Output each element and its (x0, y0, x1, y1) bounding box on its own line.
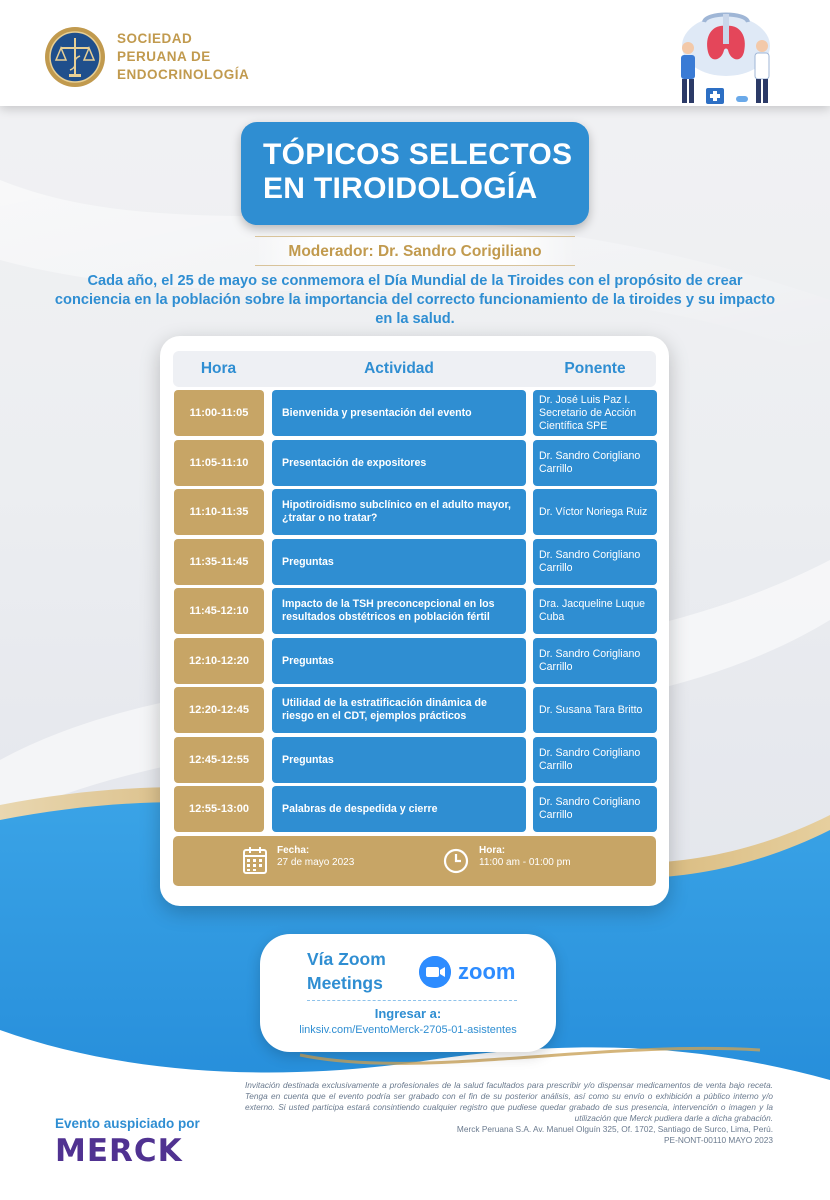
column-header-time: Hora (200, 360, 237, 377)
row-time: 12:45-12:55 (174, 737, 264, 783)
date-value: 27 de mayo 2023 (277, 857, 355, 868)
row-speaker (533, 638, 657, 684)
event-title-box (241, 122, 589, 225)
row-activity (272, 489, 526, 535)
row-speaker-text: Dr. Susana Tara Britto (539, 703, 643, 716)
via-zoom-line1: Vía Zoom (307, 949, 386, 969)
merck-logo: MERCK (55, 1133, 183, 1169)
schedule-row (160, 440, 669, 486)
document-code: PE-NONT-00110 MAYO 2023 (664, 1135, 773, 1145)
time-block (479, 845, 571, 869)
schedule-row (160, 786, 669, 832)
schedule-row (160, 638, 669, 684)
spe-logo-icon (44, 26, 106, 88)
via-zoom-label (307, 947, 417, 995)
sponsor-label: Evento auspiciado por (55, 1116, 200, 1131)
disclaimer-text: Invitación destinada exclusivamente a profesionales de la salud facultados para prescribir y/o dispensar medicamentos de venta bajo receta. Tenga en cuenta que el evento podría ser grabado con el fin de su posterior análisis, así como su envío o exhibición a público interno y/o externo. Si usted participa estará consintiendo cualquier registro que pudiese quedar grabado de sus presencia, intervención o imagen y la utilización que Merck pudiera darle a dicha grabación. (245, 1080, 773, 1123)
schedule-row (160, 539, 669, 585)
row-speaker-text: Dr. Víctor Noriega Ruiz (539, 505, 648, 518)
moderator-label: Moderador: Dr. Sandro Corigiliano (255, 236, 575, 266)
row-speaker-text: Dr. Sandro Corigliano Carrillo (539, 648, 641, 673)
row-activity-text: Preguntas (282, 753, 334, 766)
zoom-registration-link[interactable]: linksiv.com/EventoMerck-2705-01-asistentes (299, 1024, 517, 1036)
intro-paragraph: Cada año, el 25 de mayo se conmemora el Día Mundial de la Tiroides con el propósito de crear conciencia en la población sobre la importancia del correcto funcionamiento de la tiroides y su impacto en la salud. (54, 273, 776, 327)
row-activity (272, 539, 526, 585)
row-activity-text: Preguntas (282, 654, 334, 667)
row-activity (272, 687, 526, 733)
row-time: 11:45-12:10 (174, 588, 264, 634)
date-label: Fecha: (277, 845, 310, 856)
schedule-row (160, 390, 669, 436)
row-speaker-text: Dr. Sandro Corigliano Carrillo (539, 796, 641, 821)
row-activity (272, 786, 526, 832)
row-activity-text: Presentación de expositores (282, 456, 427, 469)
row-activity (272, 638, 526, 684)
row-speaker-text: Dr. Sandro Corigliano Carrillo (539, 450, 641, 475)
schedule-row (160, 737, 669, 783)
via-zoom-line2: Meetings (307, 973, 383, 993)
row-time: 12:10-12:20 (174, 638, 264, 684)
doctors-thyroid-illustration-icon (666, 4, 786, 108)
legal-disclaimer (245, 1080, 773, 1146)
row-activity-text: Preguntas (282, 555, 334, 568)
row-activity-text: Palabras de despedida y cierre (282, 802, 438, 815)
row-time: 12:20-12:45 (174, 687, 264, 733)
row-activity-text: Hipotiroidismo subclínico en el adulto mayor, ¿tratar o no tratar? (282, 499, 511, 524)
column-header-speaker: Ponente (564, 360, 626, 377)
date-block (277, 845, 354, 869)
schedule-row (160, 687, 669, 733)
company-address: Merck Peruana S.A. Av. Manuel Olguín 325, Of. 1702, Santiago de Surco, Lima, Perú. (456, 1124, 773, 1134)
row-speaker (533, 786, 657, 832)
row-time: 12:55-13:00 (174, 786, 264, 832)
org-name (117, 30, 317, 84)
row-speaker-text: Dr. Sandro Corigliano Carrillo (539, 747, 641, 772)
clock-icon (443, 848, 469, 874)
zoom-brand: zoom (458, 959, 516, 984)
row-speaker (533, 588, 657, 634)
row-activity (272, 588, 526, 634)
event-title-line1: TÓPICOS SELECTOS (263, 138, 573, 171)
row-activity-text: Utilidad de la estratificación dinámica de riesgo en el CDT, ejemplos prácticos (282, 697, 487, 722)
row-activity-text: Impacto de la TSH preconcepcional en los resultados obstétricos en población fértil (282, 598, 495, 623)
org-name-line2: PERUANA DE (117, 49, 211, 64)
event-datetime-bar (173, 836, 656, 886)
row-speaker-text: Dra. Jacqueline Luque Cuba (539, 598, 646, 623)
ingresar-label: Ingresar a: (374, 1006, 442, 1021)
divider (307, 1000, 517, 1001)
row-speaker (533, 687, 657, 733)
row-speaker (533, 440, 657, 486)
time-label: Hora: (479, 845, 506, 856)
row-speaker (533, 390, 657, 436)
row-activity-text: Bienvenida y presentación del evento (282, 406, 472, 419)
row-speaker (533, 737, 657, 783)
schedule-panel (160, 336, 669, 906)
time-value: 11:00 am - 01:00 pm (479, 857, 571, 868)
column-header-activity: Actividad (364, 360, 434, 377)
header-bar (0, 0, 830, 106)
zoom-access-card (260, 934, 556, 1052)
schedule-header-row (173, 351, 656, 387)
org-name-line1: SOCIEDAD (117, 31, 193, 46)
schedule-row (160, 489, 669, 535)
zoom-camera-icon (419, 956, 451, 988)
row-activity (272, 737, 526, 783)
org-name-line3: ENDOCRINOLOGÍA (117, 67, 250, 82)
row-speaker-text: Dr. Sandro Corigliano Carrillo (539, 549, 641, 574)
event-title-line2: EN TIROIDOLOGÍA (263, 172, 538, 205)
row-time: 11:35-11:45 (174, 539, 264, 585)
row-speaker (533, 489, 657, 535)
row-speaker (533, 539, 657, 585)
row-time: 11:10-11:35 (174, 489, 264, 535)
row-time: 11:05-11:10 (174, 440, 264, 486)
row-activity (272, 440, 526, 486)
row-speaker-text: Dr. José Luis Paz I. Secretario de Acción Científica SPE (539, 393, 637, 432)
row-activity (272, 390, 526, 436)
calendar-icon (243, 846, 267, 874)
row-time: 11:00-11:05 (174, 390, 264, 436)
schedule-row (160, 588, 669, 634)
